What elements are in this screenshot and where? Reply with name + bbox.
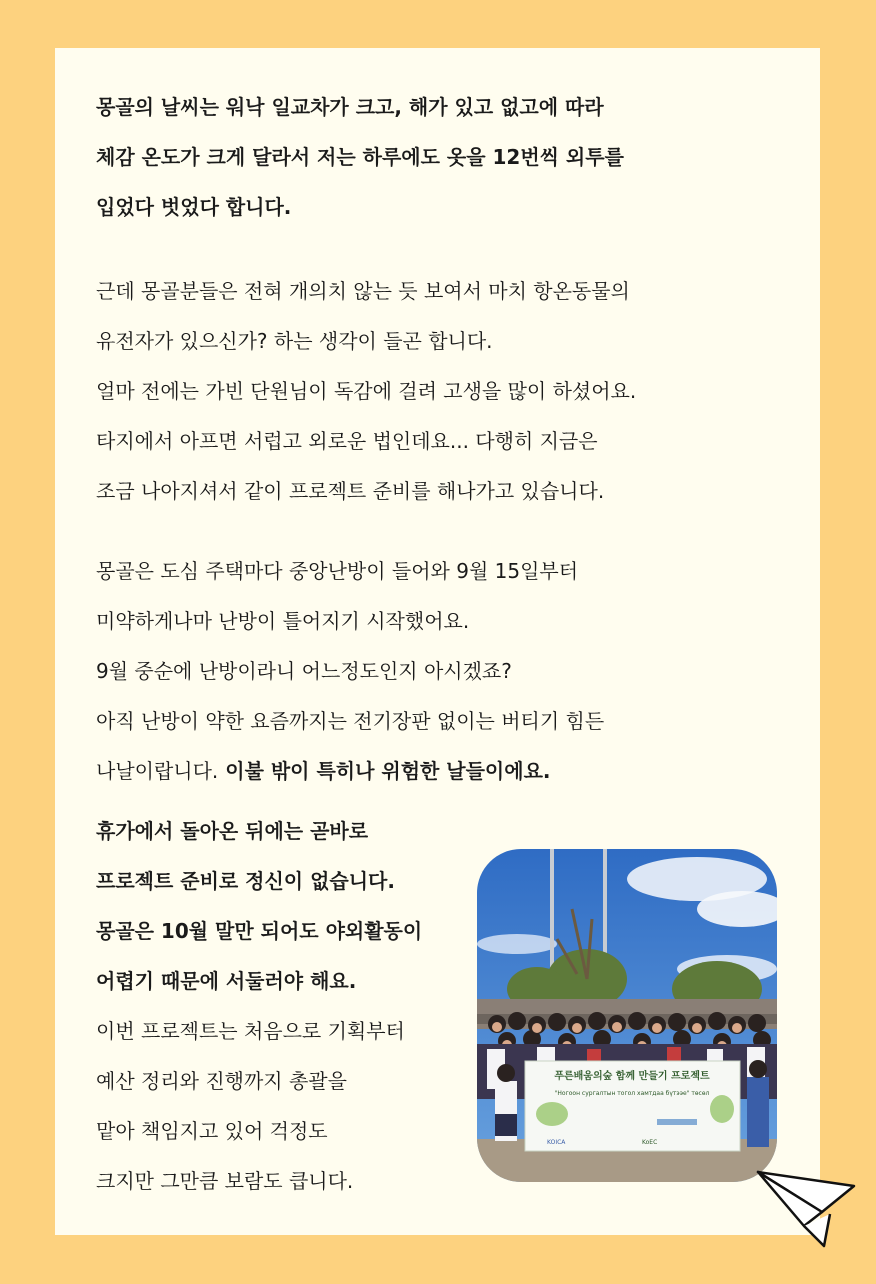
text-line: 이번 프로젝트는 처음으로 기획부터: [96, 1019, 405, 1043]
text-line: 근데 몽골분들은 전혀 개의치 않는 듯 보여서 마치 항온동물의: [96, 279, 630, 303]
text-line-emphasis: 이불 밖이 특히나 위험한 날들이에요.: [218, 759, 551, 783]
text-line: 휴가에서 돌아온 뒤에는 곧바로: [96, 819, 369, 843]
paper-plane-icon: [756, 1168, 858, 1250]
text-line: 예산 정리와 진행까지 총괄을: [96, 1069, 347, 1093]
banner-logo-koec: KoEC: [642, 1139, 658, 1146]
paragraph-project: [96, 806, 422, 1206]
text-line: 조금 나아지셔서 같이 프로젝트 준비를 해나가고 있습니다.: [96, 479, 605, 503]
banner-title: 푸른배움의숲 함께 만들기 프로젝트: [554, 1071, 710, 1082]
text-line: 미약하게나마 난방이 틀어지기 시작했어요.: [96, 609, 470, 633]
banner-logo-koica: KOICA: [547, 1139, 566, 1146]
text-line: 몽골은 10월 말만 되어도 야외활동이: [96, 919, 423, 943]
text-line: 아직 난방이 약한 요즘까지는 전기장판 없이는 버티기 힘든: [96, 709, 605, 733]
group-photo: [477, 849, 777, 1182]
text-line: 프로젝트 준비로 정신이 없습니다.: [96, 869, 395, 893]
text-line: 어렵기 때문에 서둘러야 해요.: [96, 969, 357, 993]
text-line: 체감 온도가 크게 달라서 저는 하루에도 옷을 12번씩 외투를: [96, 145, 624, 169]
text-line: 타지에서 아프면 서럽고 외로운 법인데요... 다행히 지금은: [96, 429, 598, 453]
text-line: 크지만 그만큼 보람도 큽니다.: [96, 1169, 354, 1193]
banner-subtitle: "Ногоон сургалтын тогол хамтдаа бүтээе" төсөл: [554, 1090, 710, 1097]
text-line: 유전자가 있으신가? 하는 생각이 들곤 합니다.: [96, 329, 493, 353]
text-line-start: 나날이랍니다.: [96, 759, 219, 783]
paragraph-heating: [96, 546, 604, 796]
text-line: 입었다 벗었다 합니다.: [96, 195, 292, 219]
text-line: 맡아 책임지고 있어 걱정도: [96, 1119, 328, 1143]
paragraph-locals: [96, 266, 636, 516]
paragraph-weather: [96, 82, 624, 232]
text-line: 얼마 전에는 가빈 단원님이 독감에 걸려 고생을 많이 하셨어요.: [96, 379, 637, 403]
text-line: [96, 746, 604, 796]
text-line: 9월 중순에 난방이라니 어느정도인지 아시겠죠?: [96, 659, 512, 683]
text-line: 몽골은 도심 주택마다 중앙난방이 들어와 9월 15일부터: [96, 559, 579, 583]
text-line: 몽골의 날씨는 워낙 일교차가 크고, 해가 있고 없고에 따라: [96, 95, 604, 119]
